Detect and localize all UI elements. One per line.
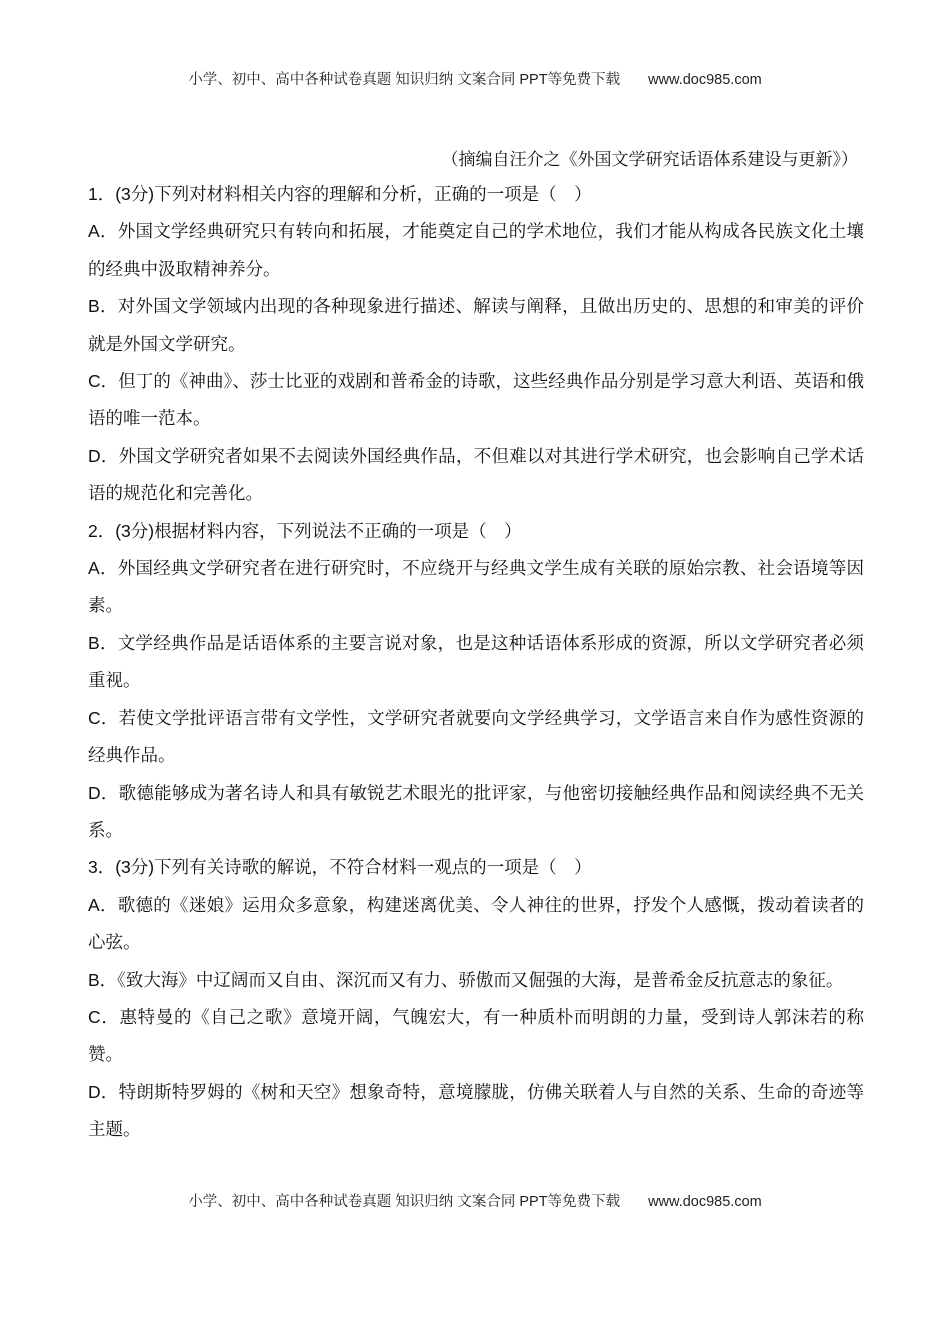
option-a: A．外国文学经典研究只有转向和拓展，才能奠定自己的学术地位，我们才能从构成各民族文化土壤的经典中汲取精神养分。 (88, 221, 864, 279)
question-stem: 3．(3分)下列有关诗歌的解说，不符合材料一观点的一项是（ ） (88, 857, 592, 878)
option-b: B．对外国文学领域内出现的各种现象进行描述、解读与阐释，且做出历史的、思想的和审美的评价就是外国文学研究。 (88, 296, 864, 354)
question-stem: 2．(3分)根据材料内容，下列说法不正确的一项是（ ） (88, 520, 522, 541)
question-3 (88, 849, 864, 1148)
option-d: D．歌德能够成为著名诗人和具有敏锐艺术眼光的批评家，与他密切接触经典作品和阅读经典不无关系。 (88, 782, 864, 840)
option-c: C．若使文学批评语言带有文学性，文学研究者就要向文学经典学习，文学语言来自作为感性资源的经典作品。 (88, 707, 864, 766)
option-b: B．《致大海》中辽阔而又自由、深沉而又有力、骄傲而又倔强的大海，是普希金反抗意志的象征。 (88, 969, 844, 990)
option-d: D．外国文学研究者如果不去阅读外国经典作品，不但难以对其进行学术研究，也会影响自己学术话语的规范化和完善化。 (88, 445, 864, 504)
questions (88, 176, 864, 1149)
option-d: D．特朗斯特罗姆的《树和天空》想象奇特，意境朦胧，仿佛关联着人与自然的关系、生命的奇迹等主题。 (88, 1081, 864, 1140)
option-b: B．文学经典作品是话语体系的主要言说对象，也是这种话语体系形成的资源，所以文学研究者必须重视。 (88, 632, 864, 691)
footer-url: www.doc985.com (648, 1194, 762, 1210)
page-header (0, 68, 950, 89)
question-stem: 1．(3分)下列对材料相关内容的理解和分析，正确的一项是（ ） (88, 184, 592, 204)
header-text: 小学、初中、高中各种试卷真题 知识归纳 文案合同 PPT等免费下载 (188, 72, 621, 88)
footer-text: 小学、初中、高中各种试卷真题 知识归纳 文案合同 PPT等免费下载 (188, 1194, 621, 1210)
page-footer (0, 1190, 950, 1211)
option-a: A．外国经典文学研究者在进行研究时，不应绕开与经典文学生成有关联的原始宗教、社会语境等因素。 (88, 558, 864, 616)
option-c: C．惠特曼的《自己之歌》意境开阔，气魄宏大，有一种质朴而明朗的力量，受到诗人郭沫若的称赞。 (88, 1006, 864, 1065)
option-c: C．但丁的《神曲》、莎士比亚的戏剧和普希金的诗歌，这些经典作品分别是学习意大利语、英语和俄语的唯一范本。 (88, 371, 864, 429)
option-a: A．歌德的《迷娘》运用众多意象，构建迷离优美、令人神往的世界，抒发个人感慨，拨动着读者的心弦。 (88, 894, 864, 953)
question-2 (88, 513, 864, 850)
question-1 (88, 176, 864, 513)
header-url: www.doc985.com (648, 72, 762, 88)
source-citation: （摘编自汪介之《外国文学研究话语体系建设与更新》） (441, 150, 858, 170)
